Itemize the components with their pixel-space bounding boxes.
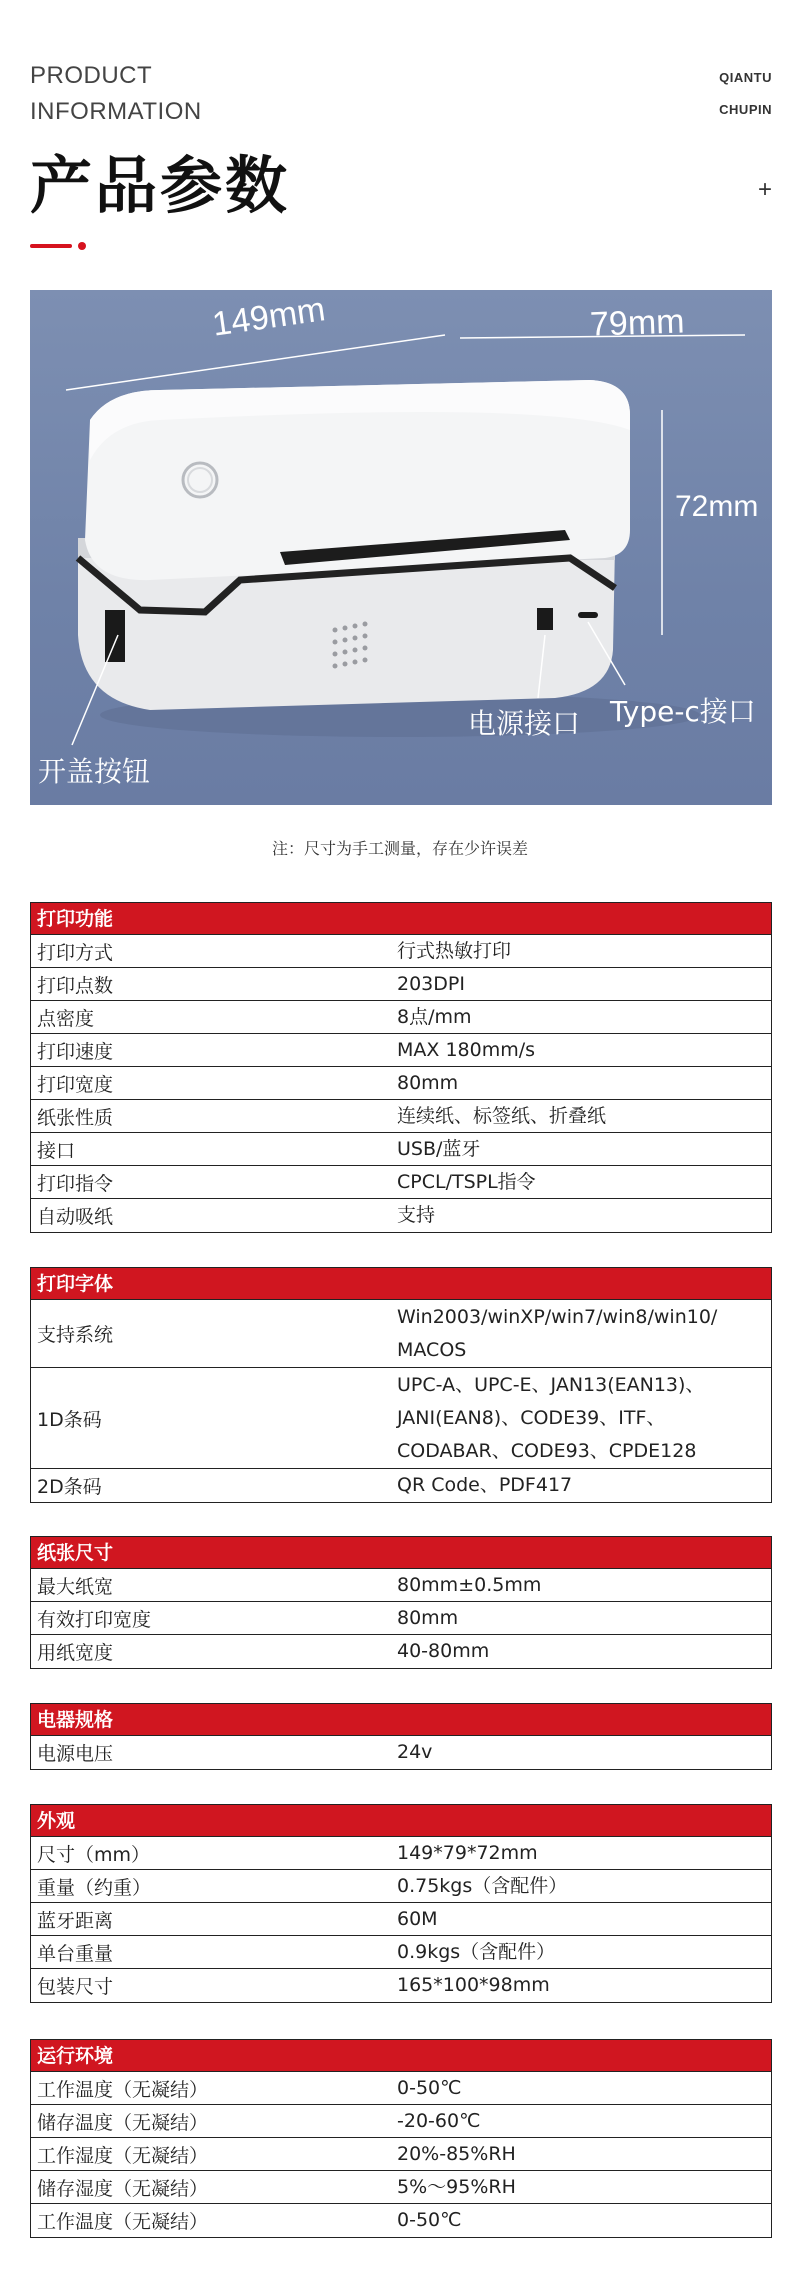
- table-row: [31, 1635, 771, 1668]
- spec-value: 40-80mm: [397, 1640, 490, 1662]
- section-title: 打印功能: [31, 903, 771, 935]
- table-row: [31, 1936, 771, 1969]
- spec-key: 有效打印宽度: [37, 1608, 152, 1631]
- spec-key: 储存温度（无凝结）: [37, 2111, 209, 2134]
- table-row: [31, 1969, 771, 2002]
- header-en-line1: PRODUCT: [30, 62, 153, 89]
- spec-value: UPC-A、UPC-E、JAN13(EAN13)、JANI(EAN8)、CODE39、ITF、CODABAR、CODE93、CPDE128: [397, 1373, 705, 1462]
- spec-section-print-function: [30, 902, 772, 1233]
- table-row: [31, 1736, 771, 1769]
- spec-value: MAX 180mm/s: [397, 1038, 536, 1061]
- spec-key: 工作湿度（无凝结）: [37, 2144, 209, 2167]
- table-row: [31, 1903, 771, 1936]
- table-row: [31, 968, 771, 1001]
- table-row: [31, 1602, 771, 1635]
- header-english-title: [30, 58, 202, 130]
- spec-value: 203DPI: [397, 972, 465, 995]
- spec-key: 1D条码: [37, 1408, 102, 1431]
- spec-value: USB/蓝牙: [397, 1137, 481, 1160]
- spec-value: 行式热敏打印: [397, 939, 512, 962]
- section-title: 打印字体: [31, 1268, 771, 1300]
- title-accent-decoration: [30, 242, 90, 250]
- spec-section-environment: [30, 2039, 772, 2238]
- table-row: [31, 2072, 771, 2105]
- table-row: [31, 1034, 771, 1067]
- table-row: [31, 2138, 771, 2171]
- table-row: [31, 1300, 771, 1368]
- section-title: 外观: [31, 1805, 771, 1837]
- spec-section-appearance: [30, 1804, 772, 2003]
- spec-section-print-font: [30, 1267, 772, 1503]
- spec-value: 0-50℃: [397, 2209, 462, 2231]
- spec-value: Win2003/winXP/win7/win8/win10/ MACOS: [397, 1305, 718, 1361]
- table-row: [31, 1100, 771, 1133]
- accent-dot: [78, 242, 86, 250]
- table-row: [31, 1569, 771, 1602]
- spec-key: 工作温度（无凝结）: [37, 2078, 209, 2101]
- table-row: [31, 1001, 771, 1034]
- spec-value: 80mm: [397, 1606, 459, 1629]
- table-row: [31, 1199, 771, 1232]
- brand-line1: QIANTU: [719, 70, 772, 85]
- table-row: [31, 1166, 771, 1199]
- spec-key: 单台重量: [37, 1942, 114, 1965]
- table-row: [31, 2171, 771, 2204]
- spec-key: 重量（约重）: [37, 1876, 152, 1899]
- table-row: [31, 1870, 771, 1903]
- spec-value: 80mm±0.5mm: [397, 1573, 542, 1596]
- cover-button-callout: 开盖按钮: [38, 755, 151, 788]
- spec-value: 8点/mm: [397, 1005, 472, 1028]
- spec-value: 连续纸、标签纸、折叠纸: [397, 1104, 607, 1127]
- spec-value: CPCL/TSPL指令: [397, 1170, 536, 1193]
- brand-label: [719, 62, 772, 126]
- spec-value: 80mm: [397, 1071, 459, 1094]
- spec-key: 自动吸纸: [37, 1206, 114, 1228]
- product-dimension-figure: [30, 290, 772, 805]
- spec-section-electrical: [30, 1703, 772, 1770]
- spec-key: 打印方式: [37, 941, 114, 964]
- spec-value: 0-50℃: [397, 2076, 462, 2099]
- table-row: [31, 2204, 771, 2237]
- table-row: [31, 935, 771, 968]
- accent-bar: [30, 244, 72, 248]
- spec-value: 支持: [397, 1204, 436, 1226]
- table-row: [31, 1133, 771, 1166]
- spec-key: 点密度: [37, 1007, 95, 1030]
- spec-key: 打印点数: [37, 974, 114, 997]
- spec-value: 149*79*72mm: [397, 1841, 538, 1864]
- spec-key: 用纸宽度: [37, 1642, 114, 1664]
- spec-key: 储存湿度（无凝结）: [37, 2177, 209, 2200]
- spec-value: 165*100*98mm: [397, 1974, 550, 1996]
- typec-port-callout: Type-c接口: [610, 695, 756, 728]
- page-title: 产品参数: [30, 149, 291, 222]
- brand-line2: CHUPIN: [719, 102, 772, 117]
- spec-value: QR Code、PDF417: [397, 1474, 573, 1496]
- spec-key: 包装尺寸: [37, 1976, 114, 1998]
- spec-key: 接口: [37, 1139, 76, 1162]
- plus-icon: +: [757, 176, 772, 203]
- depth-dimension-label: 79mm: [589, 302, 686, 344]
- power-port-callout: 电源接口: [468, 707, 581, 740]
- spec-key: 打印速度: [37, 1040, 114, 1063]
- section-title: 电器规格: [31, 1704, 771, 1736]
- spec-section-paper-size: [30, 1536, 772, 1669]
- spec-key: 工作温度（无凝结）: [37, 2211, 209, 2233]
- spec-value: 0.75kgs（含配件）: [397, 1874, 568, 1897]
- spec-key: 2D条码: [37, 1476, 102, 1498]
- spec-value: 20%-85%RH: [397, 2142, 516, 2165]
- spec-key: 支持系统: [37, 1324, 114, 1346]
- spec-key: 打印宽度: [37, 1073, 114, 1096]
- spec-key: 电源电压: [37, 1743, 114, 1765]
- table-row: [31, 1368, 771, 1469]
- section-title: 纸张尺寸: [31, 1537, 771, 1569]
- table-row: [31, 1067, 771, 1100]
- section-title: 运行环境: [31, 2040, 771, 2072]
- header-en-line2: INFORMATION: [30, 98, 202, 125]
- spec-value: 24v: [397, 1741, 433, 1763]
- height-dimension-label: 72mm: [675, 490, 759, 523]
- table-row: [31, 1469, 771, 1502]
- spec-key: 蓝牙距离: [37, 1909, 114, 1932]
- spec-value: -20-60℃: [397, 2109, 481, 2132]
- spec-key: 尺寸（mm）: [37, 1843, 151, 1866]
- table-row: [31, 2105, 771, 2138]
- table-row: [31, 1837, 771, 1870]
- spec-key: 打印指令: [37, 1172, 114, 1195]
- spec-value: 0.9kgs（含配件）: [397, 1940, 556, 1963]
- measurement-note: 注：尺寸为手工测量，存在少许误差: [271, 839, 528, 858]
- spec-key: 纸张性质: [37, 1106, 114, 1129]
- spec-value: 5%～95%RH: [397, 2175, 516, 2198]
- width-dimension-label: 149mm: [210, 290, 328, 344]
- spec-key: 最大纸宽: [37, 1575, 114, 1598]
- spec-value: 60M: [397, 1907, 438, 1930]
